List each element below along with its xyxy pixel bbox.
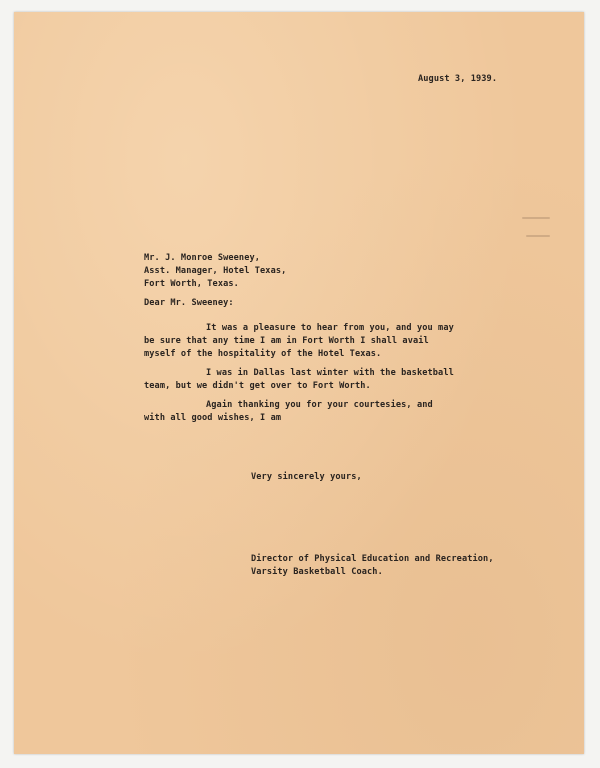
recipient-address: Fort Worth, Texas. (144, 279, 239, 289)
paragraph-1-line-1: It was a pleasure to hear from you, and you may (206, 323, 454, 333)
signature-title-line-2: Varsity Basketball Coach. (251, 567, 383, 577)
paragraph-3-line-2: with all good wishes, I am (144, 413, 282, 423)
signature-title-line-1: Director of Physical Education and Recreation, (251, 554, 494, 564)
paragraph-2-line-1: I was in Dallas last winter with the basketball (206, 368, 454, 378)
paper-smudge (522, 217, 550, 219)
letter-date: August 3, 1939. (418, 74, 498, 84)
recipient-name: Mr. J. Monroe Sweeney, (144, 253, 261, 263)
salutation: Dear Mr. Sweeney: (144, 298, 234, 308)
paragraph-1-line-2: be sure that any time I am in Fort Worth I shall avail (144, 336, 429, 346)
letter-page (14, 12, 584, 754)
paragraph-2-line-2: team, but we didn't get over to Fort Worth. (144, 381, 371, 391)
paragraph-1-line-3: myself of the hospitality of the Hotel Texas. (144, 349, 382, 359)
paper-smudge (526, 235, 550, 237)
closing: Very sincerely yours, (251, 472, 362, 482)
recipient-title: Asst. Manager, Hotel Texas, (144, 266, 287, 276)
paragraph-3-line-1: Again thanking you for your courtesies, and (206, 400, 433, 410)
